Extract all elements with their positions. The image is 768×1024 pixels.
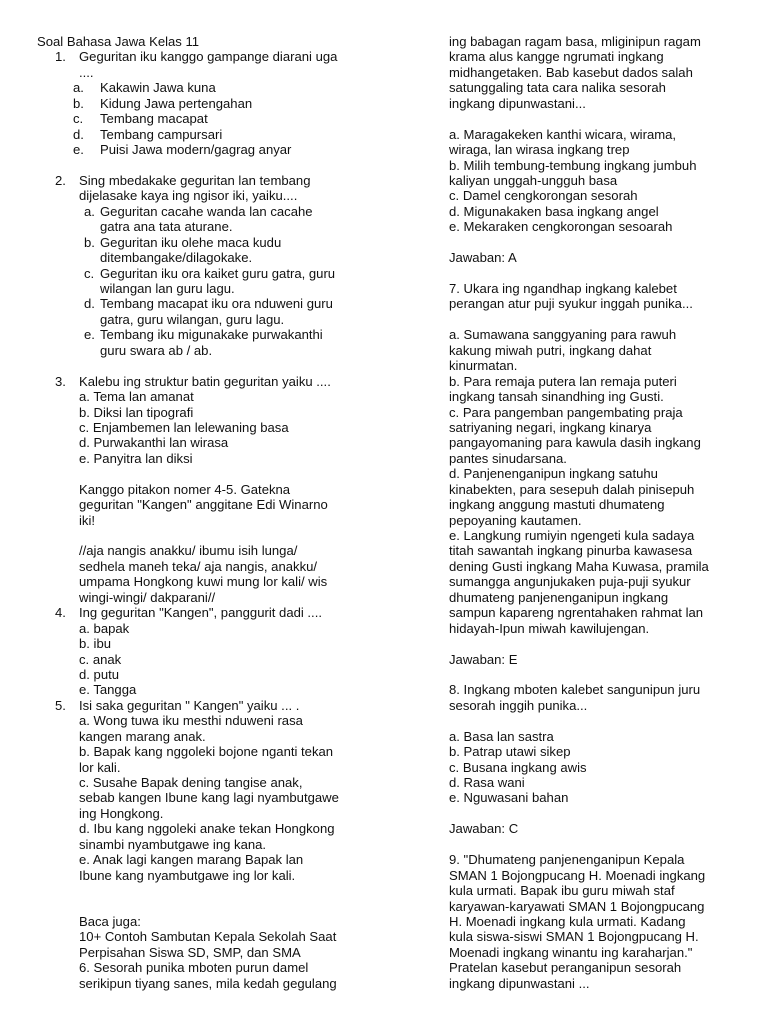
question-4-line: 4. Ing geguritan "Kangen", panggurit dadi .... bbox=[55, 605, 322, 621]
option: d. Tembang macapat iku ora nduweni guru bbox=[84, 296, 333, 312]
option: b. Kidung Jawa pertengahan bbox=[73, 95, 253, 111]
option: c. Susahe Bapak dening tangise anak, bbox=[79, 775, 303, 790]
spacer bbox=[37, 899, 377, 914]
baca-juga-link[interactable]: Perpisahan Siswa SD, SMP, dan SMA bbox=[79, 944, 301, 960]
instruction-line: iki! bbox=[79, 512, 96, 528]
option-continuation: dening Gusti ingkang Maha Kuwasa, pramila bbox=[449, 558, 709, 574]
spacer bbox=[37, 158, 377, 173]
option: e. Tangga bbox=[79, 682, 137, 698]
option-continuation: pangayomaning para kawula dasih ingkang bbox=[449, 435, 701, 451]
option: e. Panyitra lan diksi bbox=[79, 450, 193, 466]
question-9-line: karyawan-karyawati SMAN 1 Bojongpucang bbox=[449, 898, 705, 914]
option-continuation: wilangan lan guru lagu. bbox=[100, 281, 235, 296]
option: a. Geguritan cacahe wanda lan cacahe bbox=[84, 203, 313, 219]
right-column bbox=[449, 34, 749, 991]
baca-juga-label: Baca juga: bbox=[79, 913, 141, 929]
option-continuation: ingkang tansah sinandhing ing Gusti. bbox=[449, 389, 664, 405]
spacer bbox=[449, 806, 749, 821]
poem-line: umpama Hongkong kuwi mung lor kali/ wis bbox=[79, 574, 328, 590]
option-continuation: ingkang anggung mastuti dhumateng bbox=[449, 497, 665, 513]
option: a. Sumawana sanggyaning para rawuh bbox=[449, 327, 677, 343]
question-6-line: serikipun tiyang sanes, mila kedah gegulang bbox=[79, 975, 337, 991]
question-number: 4. bbox=[55, 605, 66, 621]
option: d. Panjenenganipun ingkang satuhu bbox=[449, 466, 658, 482]
question-number: 5. bbox=[55, 697, 66, 713]
document-title: Soal Bahasa Jawa Kelas 11 bbox=[37, 34, 200, 49]
spacer bbox=[449, 111, 749, 126]
baca-juga-link[interactable]: 10+ Contoh Sambutan Kepala Sekolah Saat bbox=[79, 929, 337, 945]
option: d. putu bbox=[79, 666, 120, 682]
option-continuation: satriyaning negari, ingkang kinarya bbox=[449, 419, 652, 435]
question-number: 2. bbox=[55, 172, 66, 188]
question-6-line: midhangetaken. Bab kasebut dados salah bbox=[449, 64, 693, 80]
option: b. Para remaja putera lan remaja puteri bbox=[449, 373, 677, 389]
option: c. Busana ingkang awis bbox=[449, 759, 587, 775]
option: a. bapak bbox=[79, 620, 130, 636]
option: e. Tembang iku migunakake purwakanthi bbox=[84, 327, 323, 343]
option-continuation: pantes sinudarsana. bbox=[449, 450, 567, 466]
instruction-line: Kanggo pitakon nomer 4-5. Gatekna bbox=[79, 481, 291, 497]
poem-line: sedhela maneh teka/ aja nangis, anakku/ bbox=[79, 558, 318, 574]
option-continuation: sampun kapareng ngrentahaken rahmat lan bbox=[449, 605, 704, 621]
spacer bbox=[449, 235, 749, 250]
spacer bbox=[449, 312, 749, 327]
question-7-line: 7. Ukara ing ngandhap ingkang kalebet bbox=[449, 281, 677, 296]
poem-line: wingi-wingi/ dakparani// bbox=[79, 589, 216, 605]
question-9-line: H. Moenadi ingkang kula urmati. Kadang bbox=[449, 913, 686, 929]
question-2-line: 2. Sing mbedakake geguritan lan tembang bbox=[55, 172, 311, 188]
question-8-line: sesorah inggih punika... bbox=[449, 697, 588, 713]
option: a. Tema lan amanat bbox=[79, 389, 194, 405]
question-9-line: Pratelan kasebut peranganipun sesorah bbox=[449, 960, 682, 976]
question-6-line: ing babagan ragam basa, mliginipun ragam bbox=[449, 34, 701, 49]
left-column bbox=[37, 34, 377, 991]
question-8-line: 8. Ingkang mboten kalebet sangunipun juru bbox=[449, 682, 701, 698]
option-continuation: pepoyaning kautamen. bbox=[449, 512, 582, 528]
question-9-line: kula siswa-siswi SMAN 1 Bojongpucang H. bbox=[449, 929, 699, 945]
question-2-line: dijelasake kaya ing ngisor iki, yaiku.... bbox=[79, 188, 298, 204]
option-continuation: Ibune kang nyambutgawe ing lor kali. bbox=[79, 867, 296, 883]
option: d. Tembang campursari bbox=[73, 126, 223, 142]
question-9-line: 9. "Dhumateng panjenenganipun Kepala bbox=[449, 852, 685, 868]
instruction-line: geguritan "Kangen" anggitane Edi Winarno bbox=[79, 497, 328, 513]
answer-label: Jawaban: C bbox=[449, 821, 519, 837]
question-1-line: .... bbox=[79, 64, 94, 80]
question-6-line: ingkang dipunwastani... bbox=[449, 95, 586, 111]
answer-label: Jawaban: E bbox=[449, 651, 518, 667]
spacer bbox=[449, 636, 749, 651]
spacer bbox=[449, 266, 749, 281]
option: e. Nguwasani bahan bbox=[449, 790, 569, 806]
option: d. Rasa wani bbox=[449, 775, 525, 790]
option: e. Mekaraken cengkorongan sesoarah bbox=[449, 219, 673, 235]
option: c. Enjambemen lan lelewaning basa bbox=[79, 419, 289, 435]
option-continuation: kinurmatan. bbox=[449, 358, 518, 374]
option-continuation: wiraga, lan wirasa ingkang trep bbox=[449, 142, 630, 158]
option-continuation: dhumateng panjenenganipun ingkang bbox=[449, 589, 669, 605]
option-continuation: hidayah-Ipun miwah kawilujengan. bbox=[449, 620, 650, 636]
option-continuation: lor kali. bbox=[79, 759, 121, 775]
option: b. Patrap utawi sikep bbox=[449, 744, 571, 760]
question-9-line: ingkang dipunwastani ... bbox=[449, 975, 590, 991]
question-9-line: Moenadi ingkang winantu ing karaharjan." bbox=[449, 944, 693, 960]
option-continuation: ing Hongkong. bbox=[79, 805, 164, 821]
spacer bbox=[449, 667, 749, 682]
option: b. Bapak kang nggoleki bojone nganti tekan bbox=[79, 744, 334, 760]
option-continuation: kangen marang anak. bbox=[79, 728, 206, 744]
option-continuation: titah sawantah ingkang pinurba kawasesa bbox=[449, 543, 693, 559]
option-continuation: guru swara ab / ab. bbox=[100, 342, 213, 358]
option: a. Maragakeken kanthi wicara, wirama, bbox=[449, 126, 677, 142]
question-number: 1. bbox=[55, 49, 66, 65]
spacer bbox=[37, 528, 377, 543]
option: e. Puisi Jawa modern/gagrag anyar bbox=[73, 142, 292, 158]
spacer bbox=[37, 466, 377, 481]
question-9-line: SMAN 1 Bojongpucang H. Moenadi ingkang bbox=[449, 867, 706, 883]
spacer bbox=[37, 358, 377, 373]
question-6-line: 6. Sesorah punika mboten purun damel bbox=[79, 960, 309, 976]
option: b. Milih tembung-tembung ingkang jumbuh bbox=[449, 157, 697, 173]
spacer bbox=[37, 883, 377, 898]
option: c. Tembang macapat bbox=[73, 111, 208, 127]
option: d. Ibu kang nggoleki anake tekan Hongkong bbox=[79, 821, 335, 837]
question-7-line: perangan atur puji syukur inggah punika... bbox=[449, 296, 693, 312]
option-continuation: kaliyan unggah-ungguh basa bbox=[449, 172, 618, 188]
question-3-line: 3. Kalebu ing struktur batin geguritan yaiku .... bbox=[55, 373, 331, 389]
option: a. Wong tuwa iku mesthi nduweni rasa bbox=[79, 713, 303, 729]
option: c. Geguritan iku ora kaiket guru gatra, guru bbox=[84, 265, 336, 281]
question-5-line: 5. Isi saka geguritan " Kangen" yaiku ... . bbox=[55, 697, 300, 713]
option: d. Purwakanthi lan wirasa bbox=[79, 435, 229, 451]
option: b. Geguritan iku olehe maca kudu bbox=[84, 234, 282, 250]
spacer bbox=[449, 837, 749, 852]
option-continuation: kinabekten, para sesepuh dalah pinisepuh bbox=[449, 481, 695, 497]
option-continuation: kakung miwah putri, ingkang dahat bbox=[449, 342, 652, 358]
option-continuation: gatra, guru wilangan, guru lagu. bbox=[100, 311, 285, 327]
question-1-line: 1. Geguritan iku kanggo gampange diarani uga bbox=[55, 49, 338, 65]
option-continuation: sinambi nyambutgawe ing kana. bbox=[79, 836, 267, 852]
option: a. Basa lan sastra bbox=[449, 728, 554, 744]
option-continuation: sumangga angunjukaken puja-puji syukur bbox=[449, 574, 691, 590]
question-6-line: krama alus kangge ngrumati ingkang bbox=[449, 49, 664, 65]
option: b. Diksi lan tipografi bbox=[79, 404, 194, 420]
spacer bbox=[449, 713, 749, 728]
question-9-line: kula urmati. Bapak ibu guru miwah staf bbox=[449, 883, 675, 899]
option-continuation: gatra ana tata aturane. bbox=[100, 219, 233, 235]
answer-label: Jawaban: A bbox=[449, 250, 517, 266]
option: a. Kakawin Jawa kuna bbox=[73, 80, 216, 96]
question-6-line: satunggaling tata cara nalika sesorah bbox=[449, 80, 666, 96]
option-continuation: sebab kangen Ibune kang lagi nyambutgawe bbox=[79, 790, 339, 806]
poem-line: //aja nangis anakku/ ibumu isih lunga/ bbox=[79, 543, 298, 559]
option: e. Langkung rumiyin ngengeti kula sadaya bbox=[449, 528, 695, 543]
option: c. Damel cengkorongan sesorah bbox=[449, 188, 638, 204]
option: c. Para pangemban pangembating praja bbox=[449, 404, 683, 420]
option: d. Migunakaken basa ingkang angel bbox=[449, 203, 659, 219]
option-continuation: ditembangake/dilagokake. bbox=[100, 250, 253, 266]
option: b. ibu bbox=[79, 636, 112, 652]
question-number: 3. bbox=[55, 373, 66, 389]
option: e. Anak lagi kangen marang Bapak lan bbox=[79, 852, 304, 868]
option: c. anak bbox=[79, 651, 122, 667]
